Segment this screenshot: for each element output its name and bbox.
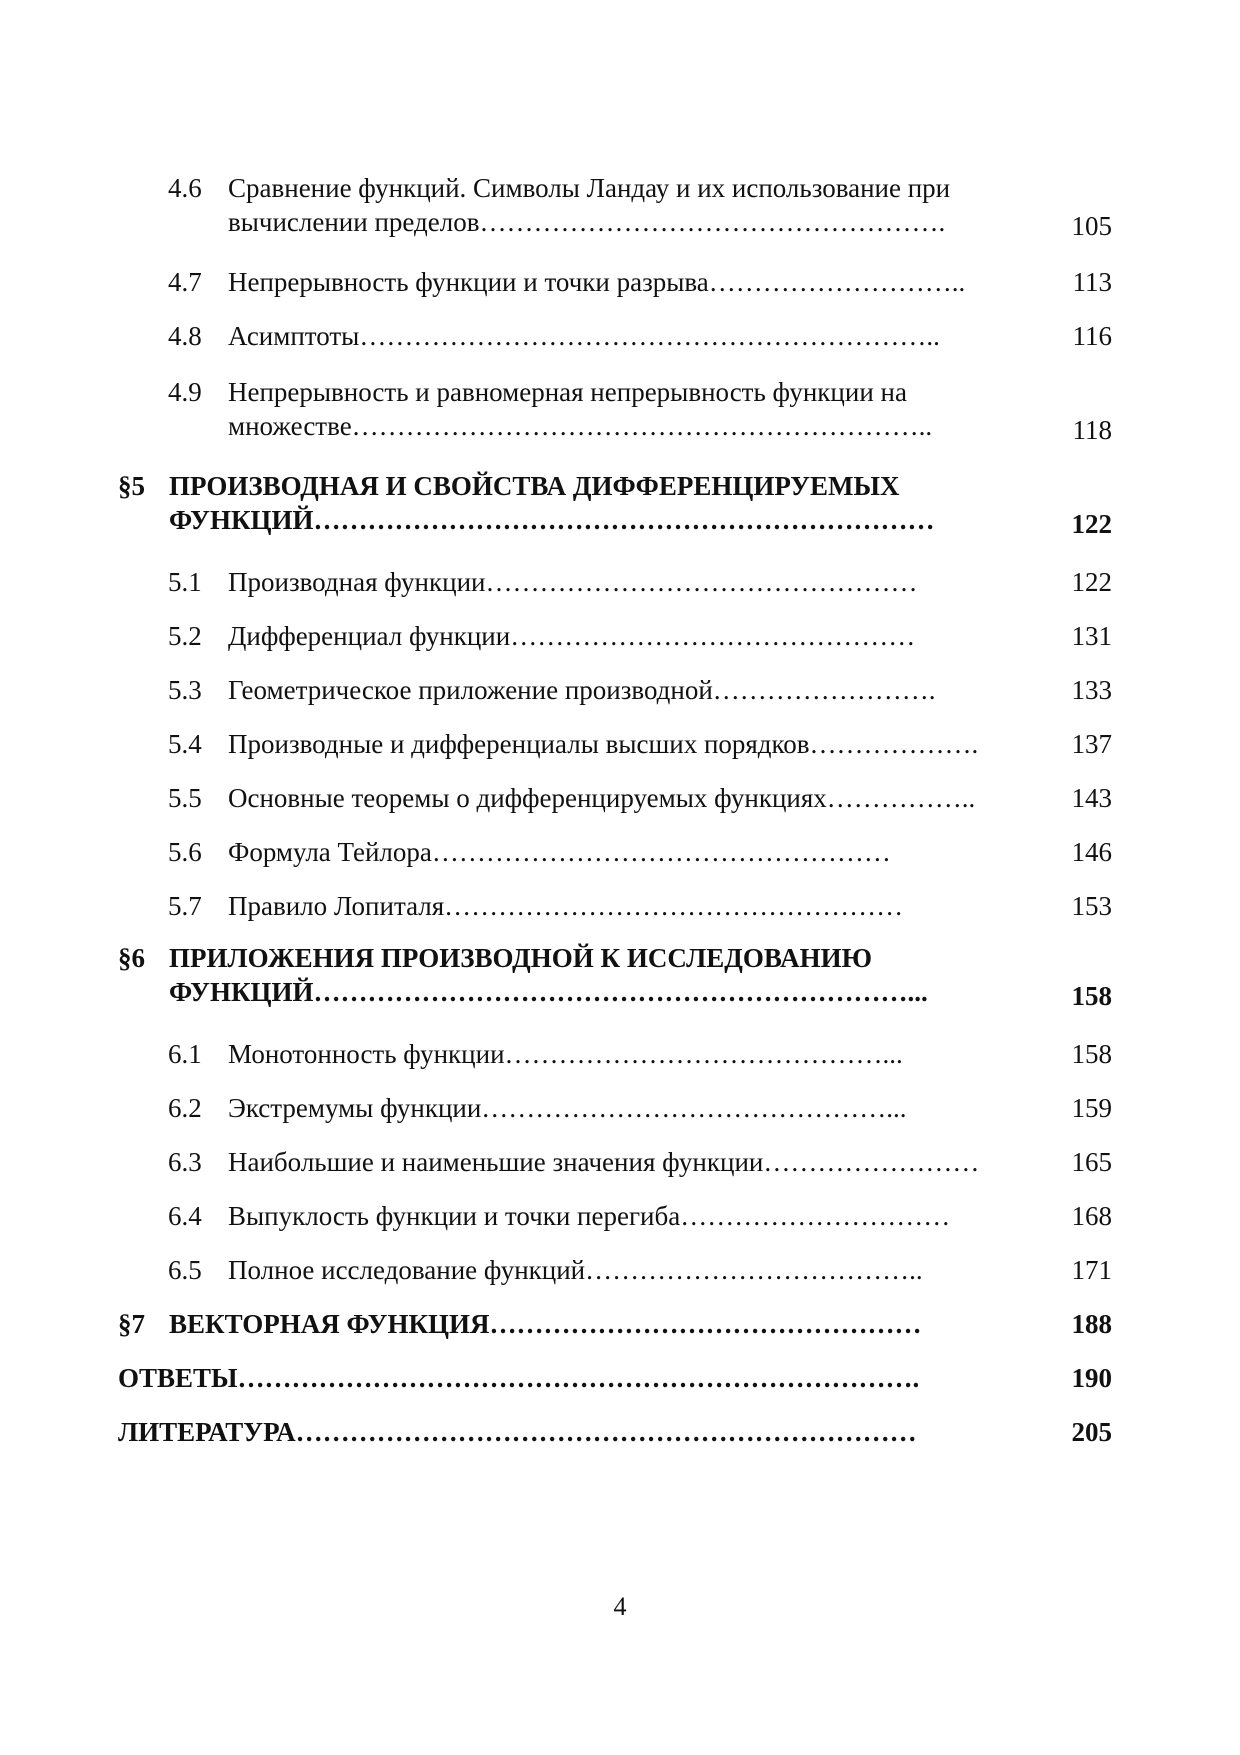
toc-entry-title-with-leader: Дифференциал функции……………………………………… [228,621,916,651]
toc-entry-number: 5.7 [168,891,202,921]
toc-entry-title: Непрерывность и равномерная непрерывность функции на [228,377,907,407]
toc-page-number: 153 [1071,891,1112,921]
toc-entry-number: 4.9 [168,377,202,407]
toc-entry-title-with-leader: ОТВЕТЫ…………………………………………………………………. [118,1363,920,1393]
toc-page-number: 188 [1071,1309,1112,1339]
toc-entry-title-with-leader: Основные теоремы о дифференцируемых функциях…………….. [228,783,976,813]
toc-entry-number: 6.3 [168,1147,202,1177]
toc-page-number: 205 [1071,1417,1112,1447]
toc-entry-title-with-leader: Полное исследование функций……………………………….. [228,1255,923,1285]
toc-entry-title-with-leader: Геометрическое приложение производной……………………. [228,675,936,705]
toc-entry-number: 4.7 [168,267,202,297]
toc-page-number: 143 [1071,783,1112,813]
toc-entry-title-with-leader: Правило Лопиталя…………………………………………… [228,891,904,921]
toc-entry-title-with-leader: Наибольшие и наименьшие значения функции…………………… [228,1147,980,1177]
toc-page-number: 158 [1071,981,1112,1011]
toc-page-number: 118 [1072,415,1112,445]
toc-page-number: 171 [1071,1255,1112,1285]
toc-entry-title-with-leader: вычислении пределов……………………………………………. [228,207,946,237]
toc-entry-title-with-leader: Непрерывность функции и точки разрыва……………………….. [228,267,966,297]
toc-page-number: 131 [1071,621,1112,651]
toc-entry-number: 5.1 [168,567,202,597]
toc-page-number: 122 [1071,567,1112,597]
toc-entry-number: §5 [118,471,145,501]
toc-page-number: 190 [1071,1363,1112,1393]
toc-entry-title: ПРОИЗВОДНАЯ И СВОЙСТВА ДИФФЕРЕНЦИРУЕМЫХ [169,471,900,501]
toc-entry-number: 4.6 [168,173,202,203]
toc-entry-title: ПРИЛОЖЕНИЯ ПРОИЗВОДНОЙ К ИССЛЕДОВАНИЮ [169,943,873,973]
toc-entry-number: 4.8 [168,321,202,351]
toc-entry-title-with-leader: Производная функции………………………………………… [228,567,918,597]
toc-entry-number: 5.5 [168,783,202,813]
toc-page-number: 113 [1072,267,1112,297]
toc-entry-title-with-leader: Экстремумы функции………………………………………... [228,1093,907,1123]
toc-entry-title-with-leader: ФУНКЦИЙ…………………………………………………………... [169,977,928,1007]
toc-entry-number: 5.2 [168,621,202,651]
page-number: 4 [613,1592,627,1621]
toc-entry-number: 6.4 [168,1201,202,1231]
toc-entry-title-with-leader: ВЕКТОРНАЯ ФУНКЦИЯ………………………………………… [169,1309,922,1339]
toc-entry-title: Сравнение функций. Символы Ландау и их использование при [228,173,951,203]
toc-entry-number: 5.4 [168,729,202,759]
toc-entry-number: 6.5 [168,1255,202,1285]
toc-page-number: 105 [1071,211,1112,241]
toc-page-number: 168 [1071,1201,1112,1231]
toc-page-number: 158 [1071,1039,1112,1069]
toc-entry-title-with-leader: Выпуклость функции и точки перегиба………………………… [228,1201,951,1231]
toc-entry-number: 5.6 [168,837,202,867]
toc-entry-number: 6.1 [168,1039,202,1069]
toc-entry-title-with-leader: Монотонность функции……………………………………... [228,1039,903,1069]
toc-page-number: 116 [1072,321,1112,351]
toc-entry-title-with-leader: Асимптоты……………………………………………………….. [228,321,940,351]
toc-entry-title-with-leader: ФУНКЦИЙ…………………………………………………………… [169,505,935,535]
toc-page-number: 165 [1071,1147,1112,1177]
toc-entry-number: 5.3 [168,675,202,705]
toc-entry-number: 6.2 [168,1093,202,1123]
toc-page-number: 133 [1071,675,1112,705]
toc-page-number: 122 [1071,509,1112,539]
toc-entry-number: §6 [118,943,145,973]
toc-entry-title-with-leader: Формула Тейлора…………………………………………… [228,837,891,867]
toc-entry-title-with-leader: множестве……………………………………………………….. [228,411,933,441]
toc-page-number: 137 [1071,729,1112,759]
toc-page-number: 159 [1071,1093,1112,1123]
toc-entry-title-with-leader: ЛИТЕРАТУРА…………………………………………………………… [118,1417,917,1447]
toc-page-number: 146 [1071,837,1112,867]
toc-entry-title-with-leader: Производные и дифференциалы высших порядков………………. [228,729,979,759]
toc-entry-number: §7 [118,1309,145,1339]
